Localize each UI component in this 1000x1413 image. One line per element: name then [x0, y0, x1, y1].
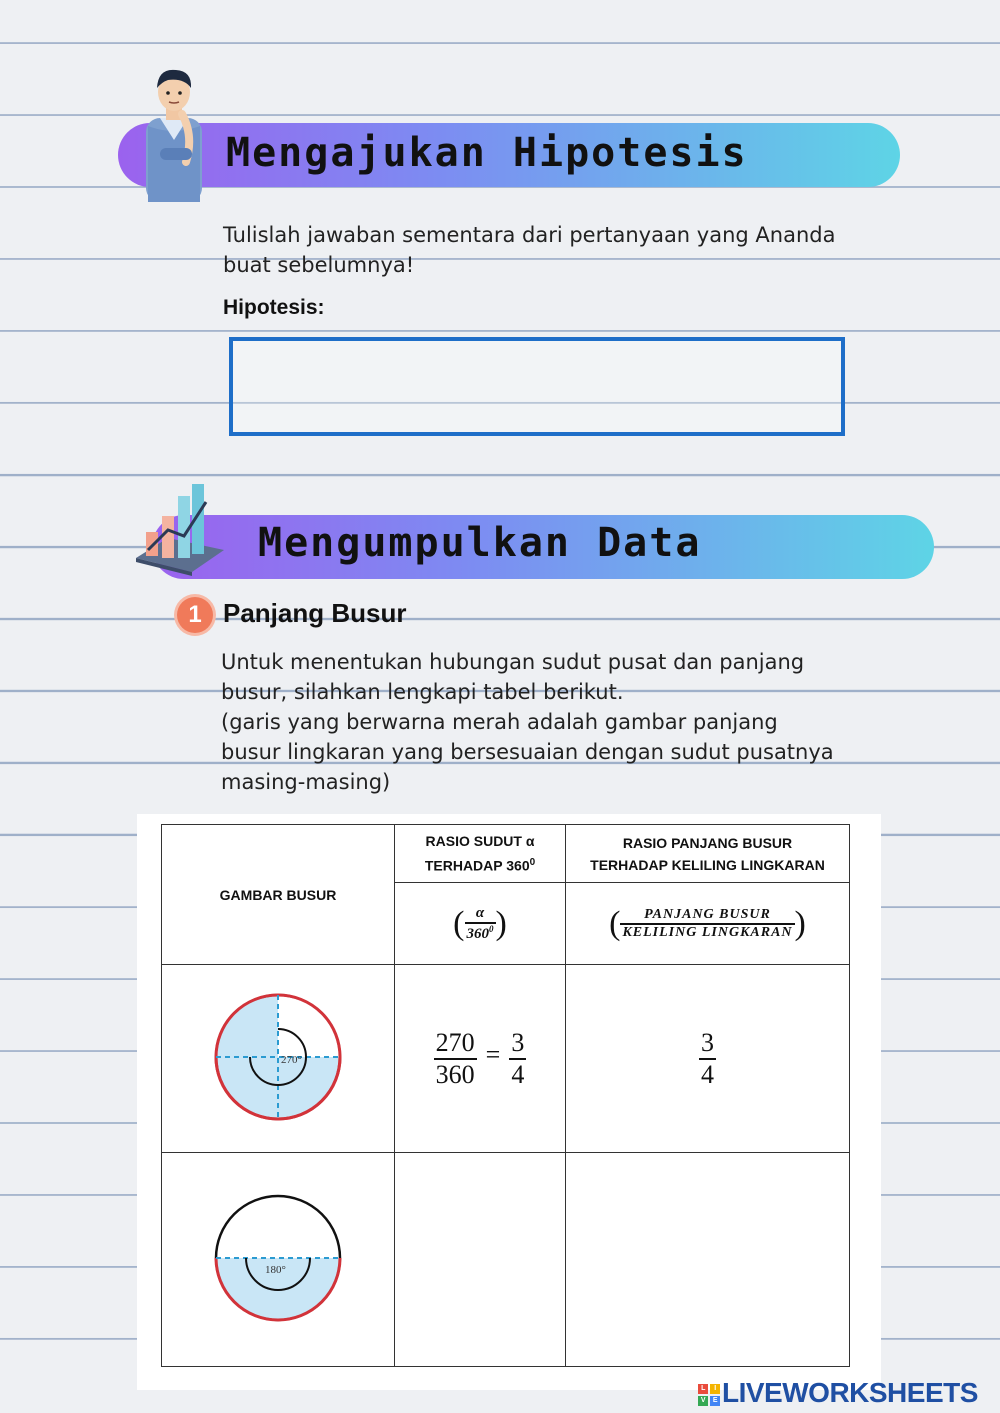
header-rasio-sudut-line1: RASIO SUDUT α	[425, 833, 535, 850]
angle-label-270: 270°	[281, 1053, 302, 1066]
hipotesis-title: Mengajukan Hipotesis	[226, 130, 748, 176]
data-title: Mengumpulkan Data	[258, 520, 702, 566]
thinking-person-icon	[138, 66, 210, 206]
subsection-title: Panjang Busur	[223, 598, 407, 628]
hipotesis-label: Hipotesis:	[223, 296, 325, 319]
ratio-panjang-cell-270: $\frac{3}{4}$	[566, 965, 850, 1153]
liveworksheets-logo-icon: L I V E	[698, 1384, 720, 1406]
header-rasio-panjang-line1: RASIO PANJANG BUSUR	[622, 834, 793, 851]
hipotesis-input[interactable]	[229, 337, 845, 436]
formula-sudut: ( $\frac{\alpha}{360^0}$ )	[395, 883, 566, 965]
circle-180-diagram	[208, 1188, 348, 1328]
header-rasio-sudut	[395, 825, 566, 883]
formula-panjang: ( $\frac{\text{PANJANG BUSUR}}{\text{KELILING LINGKARAN}}$ )	[566, 883, 850, 965]
subsection-paragraph-1: Untuk menentukan hubungan sudut pusat dan panjang busur, silahkan lengkapi tabel berikut.	[221, 650, 805, 704]
table-row	[162, 965, 850, 1153]
subsection-paragraph-2: (garis yang berwarna merah adalah gambar panjang busur lingkaran yang bersesuaian dengan sudut pusatnya masing-masing)	[221, 710, 834, 794]
header-gambar-busur: GAMBAR BUSUR	[162, 825, 395, 965]
busur-table	[161, 824, 850, 1367]
circle-270-diagram	[208, 987, 348, 1127]
circle-180-cell	[162, 1153, 395, 1367]
table-row	[162, 1153, 850, 1367]
busur-table-container	[137, 814, 881, 1390]
angle-label-180: 180°	[265, 1263, 286, 1276]
header-rasio-sudut-line2: TERHADAP $360^0$	[424, 857, 536, 874]
bar-chart-icon	[132, 480, 228, 576]
header-rasio-panjang	[566, 825, 850, 883]
header-rasio-panjang-line2: TERHADAP KELILING LINGKARAN	[590, 856, 825, 873]
circle-270-cell	[162, 965, 395, 1153]
ratio-panjang-input-180[interactable]	[566, 1153, 850, 1367]
ratio-sudut-input-180[interactable]	[395, 1153, 566, 1367]
hipotesis-instruction: Tulislah jawaban sementara dari pertanyaan yang Ananda buat sebelumnya!	[223, 223, 836, 277]
liveworksheets-watermark: L I V E LIVEWORKSHEETS	[698, 1377, 978, 1409]
subsection-number-badge: 1	[177, 597, 213, 633]
ratio-sudut-cell-270: $\frac{270}{360}$ = $\frac{3}{4}$	[395, 965, 566, 1153]
